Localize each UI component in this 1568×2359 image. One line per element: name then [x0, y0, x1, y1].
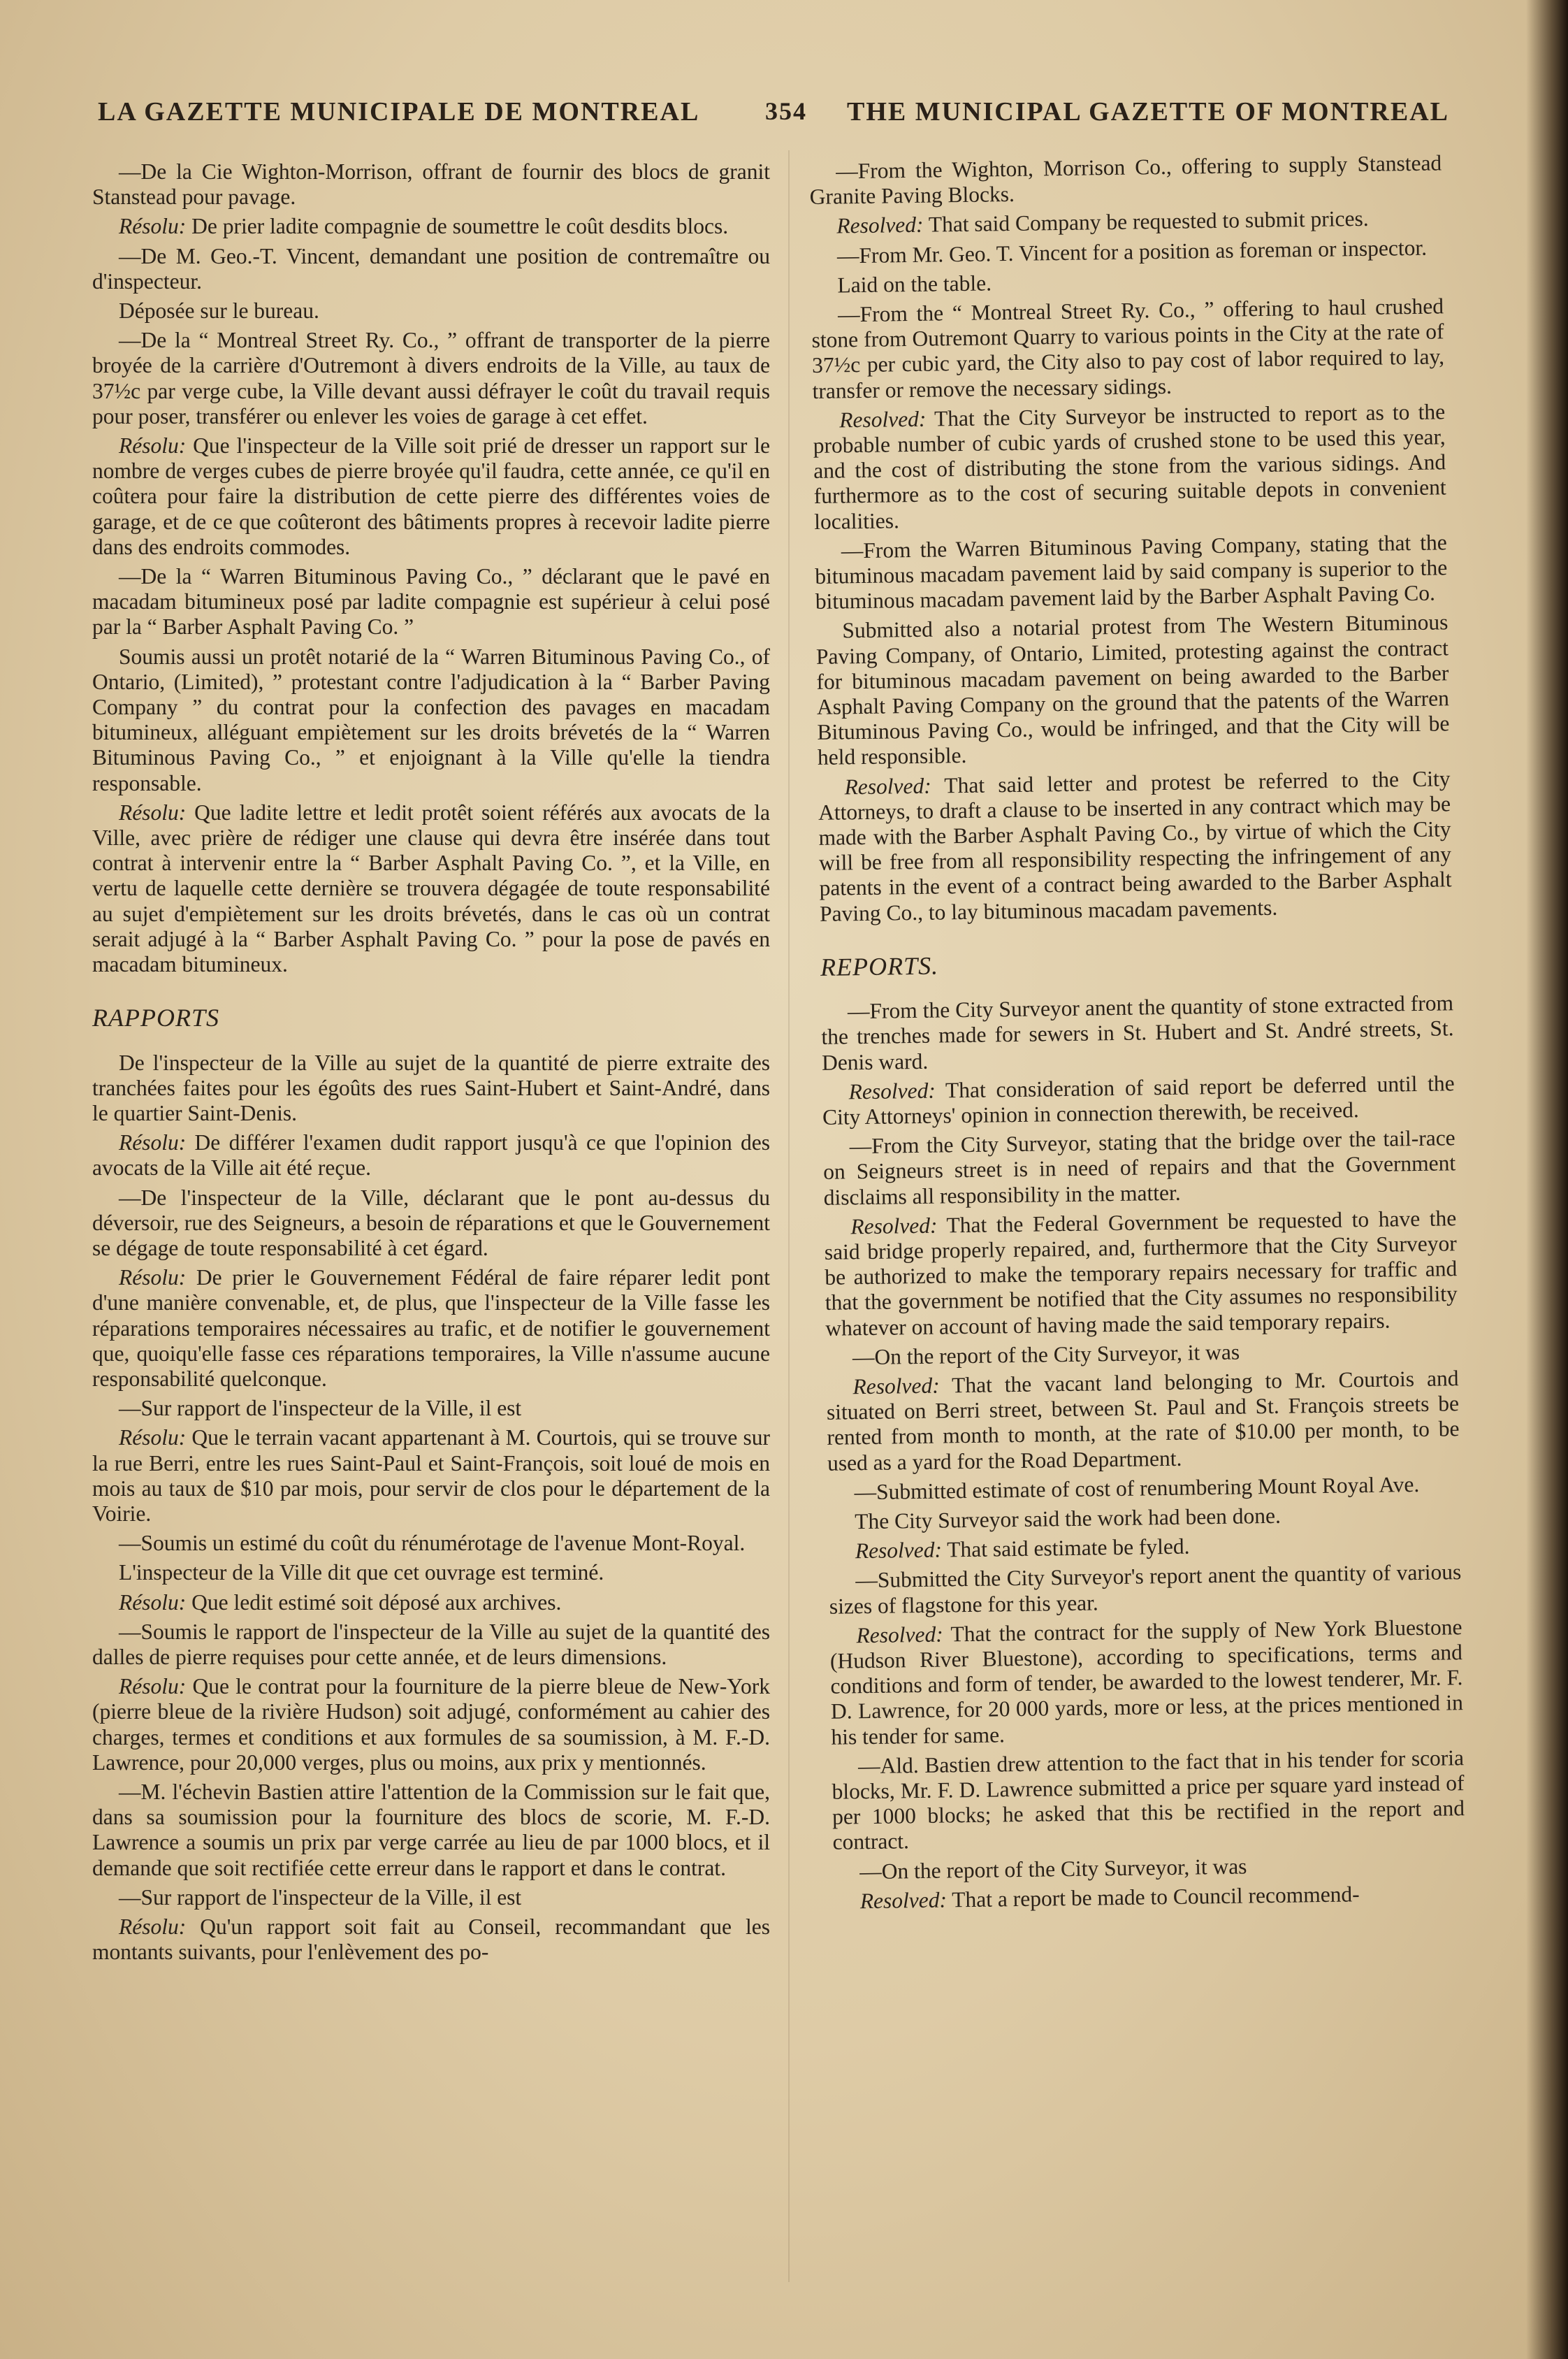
paragraph: —Soumis un estimé du coût du rénumérotage de l'avenue Mont-Royal.	[119, 1531, 746, 1556]
paragraph: —From the “ Montreal Street Ry. Co., ” offering to haul crushed stone from Outremont Quarry to various points in the City at the rate of 37½c per cubic yard, the City also to pay cost of labor required to lay, transfer or remove the necessary sidings.	[811, 294, 1445, 403]
page-header	[91, 96, 1453, 138]
french-column	[92, 159, 770, 1969]
paragraph: —On the report of the City Surveyor, it was	[859, 1854, 1247, 1884]
paragraph: —De la “ Montreal Street Ry. Co., ” offrant de transporter de la pierre broyée de la carrière d'Outremont à divers endroits de la Ville, au taux de 37½c par verge cube, la Ville devant aussi défrayer le coût du travail requis pour poser, transférer ou enlever les voies de garage à cet effet.	[92, 328, 770, 428]
paragraph: —Submitted estimate of cost of renumbering Mount Royal Ave.	[854, 1471, 1420, 1505]
paragraph: The City Surveyor said the work had been done.	[854, 1503, 1282, 1534]
resolution-text: Que le terrain vacant appartenant à M. Courtois, qui se trouve sur la rue Berri, entre les rues Saint-Paul et Saint-François, soit loué de mois en mois au taux de $10 par mois, pour servir de clos pour le département de la Voirie.	[92, 1425, 770, 1526]
resolution	[826, 1366, 1460, 1476]
resolution-label: Resolved:	[855, 1537, 943, 1564]
header-french-title: LA GAZETTE MUNICIPALE DE MONTREAL	[98, 97, 700, 127]
paragraph: —Sur rapport de l'inspecteur de la Ville, il est	[119, 1884, 522, 1910]
paragraph: L'inspecteur de la Ville dit que cet ouvrage est terminé.	[119, 1560, 604, 1585]
resolution-text: De différer l'examen dudit rapport jusqu'à ce que l'opinion des avocats de la Ville ait été reçue.	[92, 1130, 770, 1181]
resolution-label: Résolu:	[119, 433, 187, 459]
resolution-label: Resolved:	[856, 1622, 943, 1648]
resolution-label: Résolu:	[119, 214, 187, 239]
resolution-label: Résolu:	[119, 1914, 187, 1939]
paragraph: —From the Warren Bituminous Paving Company, stating that the bituminous macadam pavement laid by said company is superior to the bituminous macadam pavement laid by the Barber Asphalt Paving Co.	[815, 530, 1448, 614]
resolution-label: Résolu:	[119, 1265, 187, 1290]
resolution-label: Resolved:	[852, 1373, 940, 1399]
resolution-text: De prier le Gouvernement Fédéral de faire réparer ledit pont d'une manière convenable, et, de plus, que l'inspecteur de la Ville fasse les réparations temporaires nécessaires au trafic, et de notifier le gouvernement que, quoiqu'elle fasse ces réparations temporaires, la Ville n'assume aucune responsabilité quelconque.	[92, 1265, 770, 1391]
resolution-label: Résolu:	[119, 1425, 187, 1450]
resolution	[92, 1265, 770, 1392]
resolution-text: That said Company be requested to submit prices.	[923, 206, 1369, 238]
resolution-text: That said letter and protest be referred to the City Attorneys, to draft a clause to be inserted in any contract which may be made with the Barber Asphalt Paving Co., by virtue of which the City will be free from all responsibility respecting the infringement of any patents in the event of a contract being awarded to the Barber Asphalt Paving Co., to lay bituminous macadam pavements.	[818, 765, 1452, 926]
paragraph: —On the report of the City Surveyor, it was	[852, 1339, 1240, 1370]
paragraph: Soumis aussi un protêt notarié de la “ Warren Bituminous Paving Co., of Ontario, (Limited), ” protestant contre l'adjudication à la “ Barber Paving Company ” du contrat pour la confection des pavages en macadam bitumineux, alléguant empiètement sur les droits brévetés de la “ Warren Bituminous Paving Co., ” et enjoignant à la Ville qu'elle la tiendra responsable.	[92, 644, 770, 795]
resolution	[92, 1914, 770, 1965]
resolution	[92, 1425, 770, 1527]
resolution	[92, 1130, 770, 1181]
resolution	[813, 399, 1446, 535]
resolution-label: Resolved:	[850, 1213, 938, 1239]
resolution-label: Resolved:	[859, 1887, 948, 1914]
resolution-text: Que ladite lettre et ledit protêt soient référés aux avocats de la Ville, avec prière de rédiger une clause qui devra être insérée dans tout contrat à intervenir entre la “ Barber Asphalt Paving Co. ”, et la Ville, en vertu de laquelle cette dernière se trouvera dégagée de toute responsabilité au sujet d'empiètement sur les droits brévetés, dans le cas où un contrat serait adjugé à la “ Barber Asphalt Paving Co. ” pour la pose de pavés en macadam bitumineux.	[92, 800, 770, 977]
resolution-text: That the vacant land belonging to Mr. Courtois and situated on Berri street, between St. Paul and St. François streets be rented from month to month, at the rate of $10.00 per month, to be used as a yard for the Road Department.	[826, 1366, 1460, 1476]
resolution	[818, 766, 1452, 927]
paragraph: De l'inspecteur de la Ville au sujet de la quantité de pierre extraite des tranchées faites pour les égoûts des rues Saint-Hubert et Saint-André, dans le quartier Saint-Denis.	[92, 1050, 770, 1125]
resolution-text: De prier ladite compagnie de soumettre le coût desdits blocs.	[186, 214, 729, 239]
resolution-text: Qu'un rapport soit fait au Conseil, recommandant que les montants suivants, pour l'enlèvement des po-	[92, 1914, 770, 1965]
paragraph: Laid on the table.	[837, 270, 992, 298]
resolution	[92, 800, 770, 977]
resolution	[92, 1674, 770, 1775]
paragraph: —Submitted the City Surveyor's report anent the quantity of various sizes of flagstone for this year.	[829, 1559, 1462, 1619]
paragraph: —From Mr. Geo. T. Vincent for a position as foreman or inspector.	[836, 235, 1428, 268]
resolution-label: Résolu:	[119, 800, 187, 825]
resolution-label: Resolved:	[836, 212, 924, 238]
paragraph: —De la Cie Wighton-Morrison, offrant de fournir des blocs de granit Stanstead pour pavage.	[92, 159, 770, 210]
resolution-label: Résolu:	[119, 1130, 187, 1155]
paragraph: Submitted also a notarial protest from The Western Bituminous Paving Company, of Ontario, Limited, protesting against the contract for bituminous macadam pavement on being awarded to the Barber Asphalt Paving Company on the ground that the patents of the Warren Bituminous Paving Co., would be infringed, and that the City will be held responsible.	[815, 609, 1450, 770]
paragraph: —From the Wighton, Morrison Co., offering to supply Stanstead Granite Paving Blocks.	[809, 150, 1442, 210]
resolution	[92, 433, 770, 560]
resolution-text: Que l'inspecteur de la Ville soit prié de dresser un rapport sur le nombre de verges cubes de pierre broyée qu'il faudra, cette année, ce qu'il en coûtera pour faire la distribution de cette pierre des différentes voies de garage, et de ce que coûteront des bâtiments propres à recevoir ladite pierre dans des endroits commodes.	[92, 433, 770, 559]
section-title-rapports: RAPPORTS	[92, 1004, 219, 1032]
page-number: 354	[765, 97, 807, 125]
resolution	[829, 1615, 1463, 1750]
paragraph: —Ald. Bastien drew attention to the fact that in his tender for scoria blocks, Mr. F. D. Lawrence submitted a price per square yard instead of per 1000 blocks; he asked that this be rectified in the report and contract.	[832, 1745, 1465, 1855]
binding-shadow	[1526, 0, 1568, 2359]
header-english-title: THE MUNICIPAL GAZETTE OF MONTREAL	[847, 97, 1449, 127]
paragraph: —De l'inspecteur de la Ville, déclarant que le pont au-dessus du déversoir, rue des Seigneurs, a besoin de réparations et que le Gouvernement se dégage de toute responsabilité à cet égard.	[92, 1185, 770, 1260]
resolution	[92, 214, 770, 239]
column-divider	[788, 150, 790, 2282]
resolution-text: That a report be made to Council recommend-	[946, 1882, 1360, 1912]
resolution	[824, 1206, 1458, 1341]
resolution	[810, 205, 1442, 240]
paragraph: —M. l'échevin Bastien attire l'attention de la Commission sur le fait que, dans sa soumission pour la fourniture des blocs de scorie, M. F.-D. Lawrence a soumis un prix par verge carrée au lieu de par 1000 blocs, et il demande que soit rectifiée cette erreur dans le rapport et dans le contrat.	[92, 1779, 770, 1880]
resolution-text: Que ledit estimé soit déposé aux archives.	[186, 1589, 562, 1615]
section-title-reports: REPORTS.	[820, 951, 939, 981]
paragraph: —From the City Surveyor anent the quantity of stone extracted from the trenches made for sewers in St. Hubert and St. André streets, St. Denis ward.	[821, 990, 1454, 1075]
resolution-label: Résolu:	[119, 1589, 187, 1615]
paragraph: —Sur rapport de l'inspecteur de la Ville, il est	[119, 1396, 522, 1421]
resolution-text: Que le contrat pour la fourniture de la pierre bleue de New-York (pierre bleue de la rivière Hudson) soit adjugé, conformément au cahier des charges, termes et conditions et aux formules de sa soumission, à M. F.-D. Lawrence, pour 20,000 verges, plus ou moins, aux prix y mentionnés.	[92, 1674, 770, 1775]
resolution-text: That consideration of said report be deferred until the City Attorneys' opinion in connection therewith, be received.	[822, 1070, 1455, 1130]
resolution-label: Resolved:	[844, 773, 931, 800]
resolution	[834, 1880, 1466, 1914]
paragraph: Déposée sur le bureau.	[119, 298, 319, 324]
resolution-text: That said estimate be fyled.	[941, 1534, 1190, 1562]
resolution	[822, 1071, 1455, 1130]
resolution-text: That the Federal Government be requested to have the said bridge properly repaired, and, furthermore that the City Surveyor be authorized to make the temporary repairs necessary for traffic and that the government be notified that the City assumes no responsibility whatever on account of having made the said temporary repairs.	[824, 1205, 1458, 1341]
paragraph: —From the City Surveyor, stating that the bridge over the tail-race on Seigneurs street is in need of repairs and that the Government disclaims all responsibility in the matter.	[822, 1125, 1456, 1210]
resolution-text: That the contract for the supply of New York Bluestone (Hudson River Bluestone), according to specifications, terms and conditions and form of tender, be awarded to the lowest tenderer, Mr. F. D. Lawrence, for 20 000 yards, more or less, at the prices mentioned in his tender for same.	[829, 1614, 1464, 1750]
resolution-text: That the City Surveyor be instructed to report as to the probable number of cubic yards of crushed stone to be used this year, and the cost of distributing the stone from the various sidings. And furthermore as to the cost of securing suitable depots in convenient localities.	[813, 399, 1446, 534]
resolution-label: Résolu:	[119, 1674, 187, 1699]
resolution-label: Resolved:	[848, 1078, 936, 1104]
english-column	[809, 150, 1466, 1918]
resolution-label: Resolved:	[839, 406, 927, 433]
resolution	[829, 1530, 1461, 1564]
paragraph: —De la “ Warren Bituminous Paving Co., ” déclarant que le pavé en macadam bitumineux posé par ladite compagnie est supérieur à celui posé par la “ Barber Asphalt Paving Co. ”	[92, 564, 770, 640]
paragraph: —De M. Geo.-T. Vincent, demandant une position de contremaître ou d'inspecteur.	[92, 243, 770, 294]
resolution	[92, 1590, 770, 1615]
paragraph: —Soumis le rapport de l'inspecteur de la Ville au sujet de la quantité des dalles de pierre requises pour cette année, et de leurs dimensions.	[92, 1619, 770, 1669]
